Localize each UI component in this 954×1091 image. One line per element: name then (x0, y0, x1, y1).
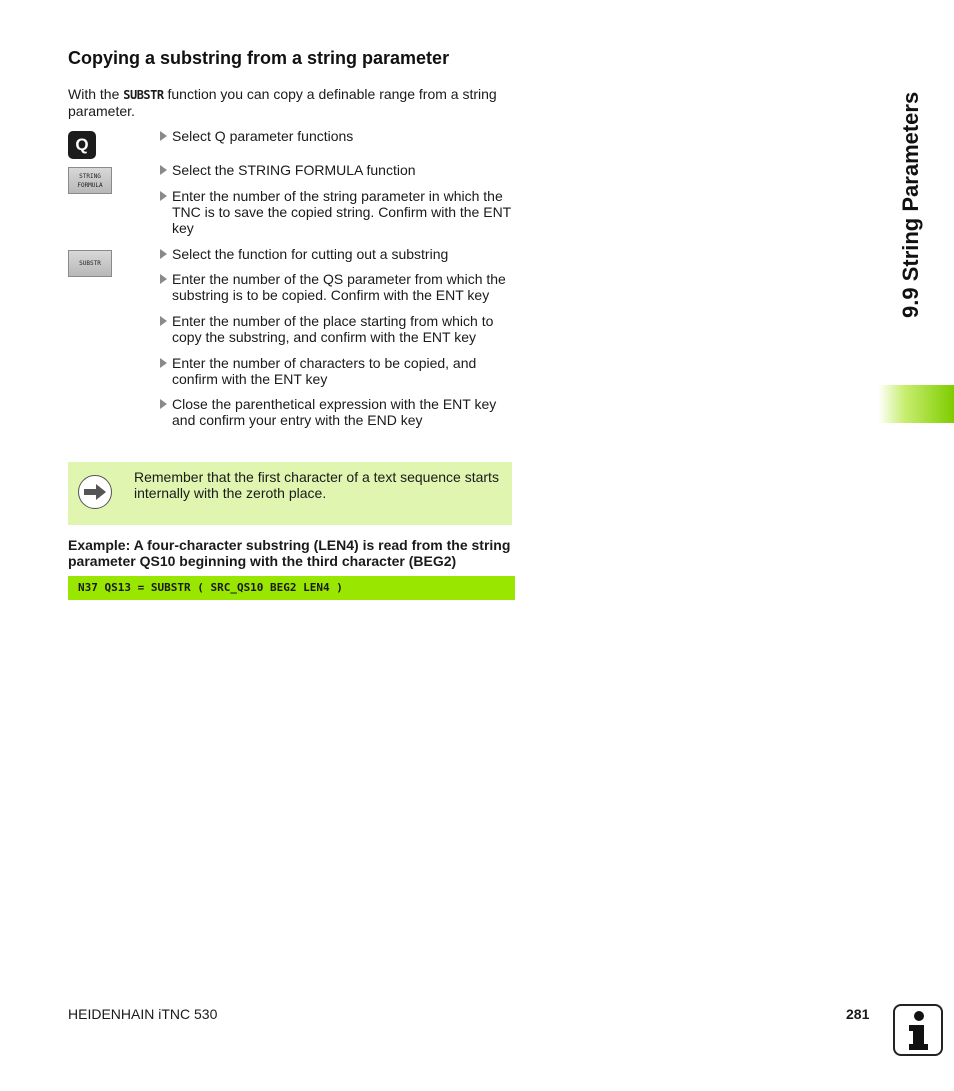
triangle-bullet-icon (160, 274, 167, 284)
triangle-bullet-icon (160, 249, 167, 259)
triangle-bullet-icon (160, 191, 167, 201)
info-icon (893, 1004, 943, 1056)
step-item: Select the STRING FORMULA function (158, 162, 513, 178)
footer-manual-name: HEIDENHAIN iTNC 530 (68, 1006, 218, 1022)
arrow-right-icon (78, 475, 112, 509)
step-item: Enter the number of the place starting from which to copy the substring, and confirm with the ENT key (158, 313, 513, 345)
example-title: Example: A four-character substring (LEN4) is read from the string parameter QS10 beginning with the third character (BEG2) (68, 537, 511, 569)
arrow-right-icon-graphic (79, 476, 111, 508)
triangle-bullet-icon (160, 165, 167, 175)
step-item: Select Q parameter functions (158, 128, 513, 144)
note-box (68, 462, 512, 525)
chapter-side-title: 9.9 String Parameters (898, 91, 923, 318)
step-item: Enter the number of characters to be copied, and confirm with the ENT key (158, 355, 513, 387)
page-number: 281 (846, 1006, 870, 1022)
substr-keyword: SUBSTR (123, 88, 164, 102)
substr-softkey: SUBSTR (68, 250, 112, 277)
step-item: Select the function for cutting out a substring (158, 246, 513, 262)
step-item: Close the parenthetical expression with the ENT key and confirm your entry with the END key (158, 396, 513, 428)
chapter-tab (878, 385, 954, 423)
section-heading: Copying a substring from a string parameter (68, 48, 450, 68)
triangle-bullet-icon (160, 399, 167, 409)
intro-paragraph: With the SUBSTR function you can copy a definable range from a string parameter. (68, 86, 497, 119)
q-key: Q (68, 131, 96, 159)
note-text: Remember that the first character of a text sequence starts internally with the zeroth place. (134, 469, 499, 501)
triangle-bullet-icon (160, 316, 167, 326)
triangle-bullet-icon (160, 358, 167, 368)
code-line: N37 QS13 = SUBSTR ( SRC_QS10 BEG2 LEN4 ) (68, 576, 515, 600)
string-formula-softkey: STRING FORMULA (68, 167, 112, 194)
step-item: Enter the number of the string parameter in which the TNC is to save the copied string. Confirm with the ENT key (158, 188, 513, 236)
info-icon-graphic (895, 1006, 941, 1054)
triangle-bullet-icon (160, 131, 167, 141)
step-item: Enter the number of the QS parameter from which the substring is to be copied. Confirm with the ENT key (158, 271, 513, 303)
